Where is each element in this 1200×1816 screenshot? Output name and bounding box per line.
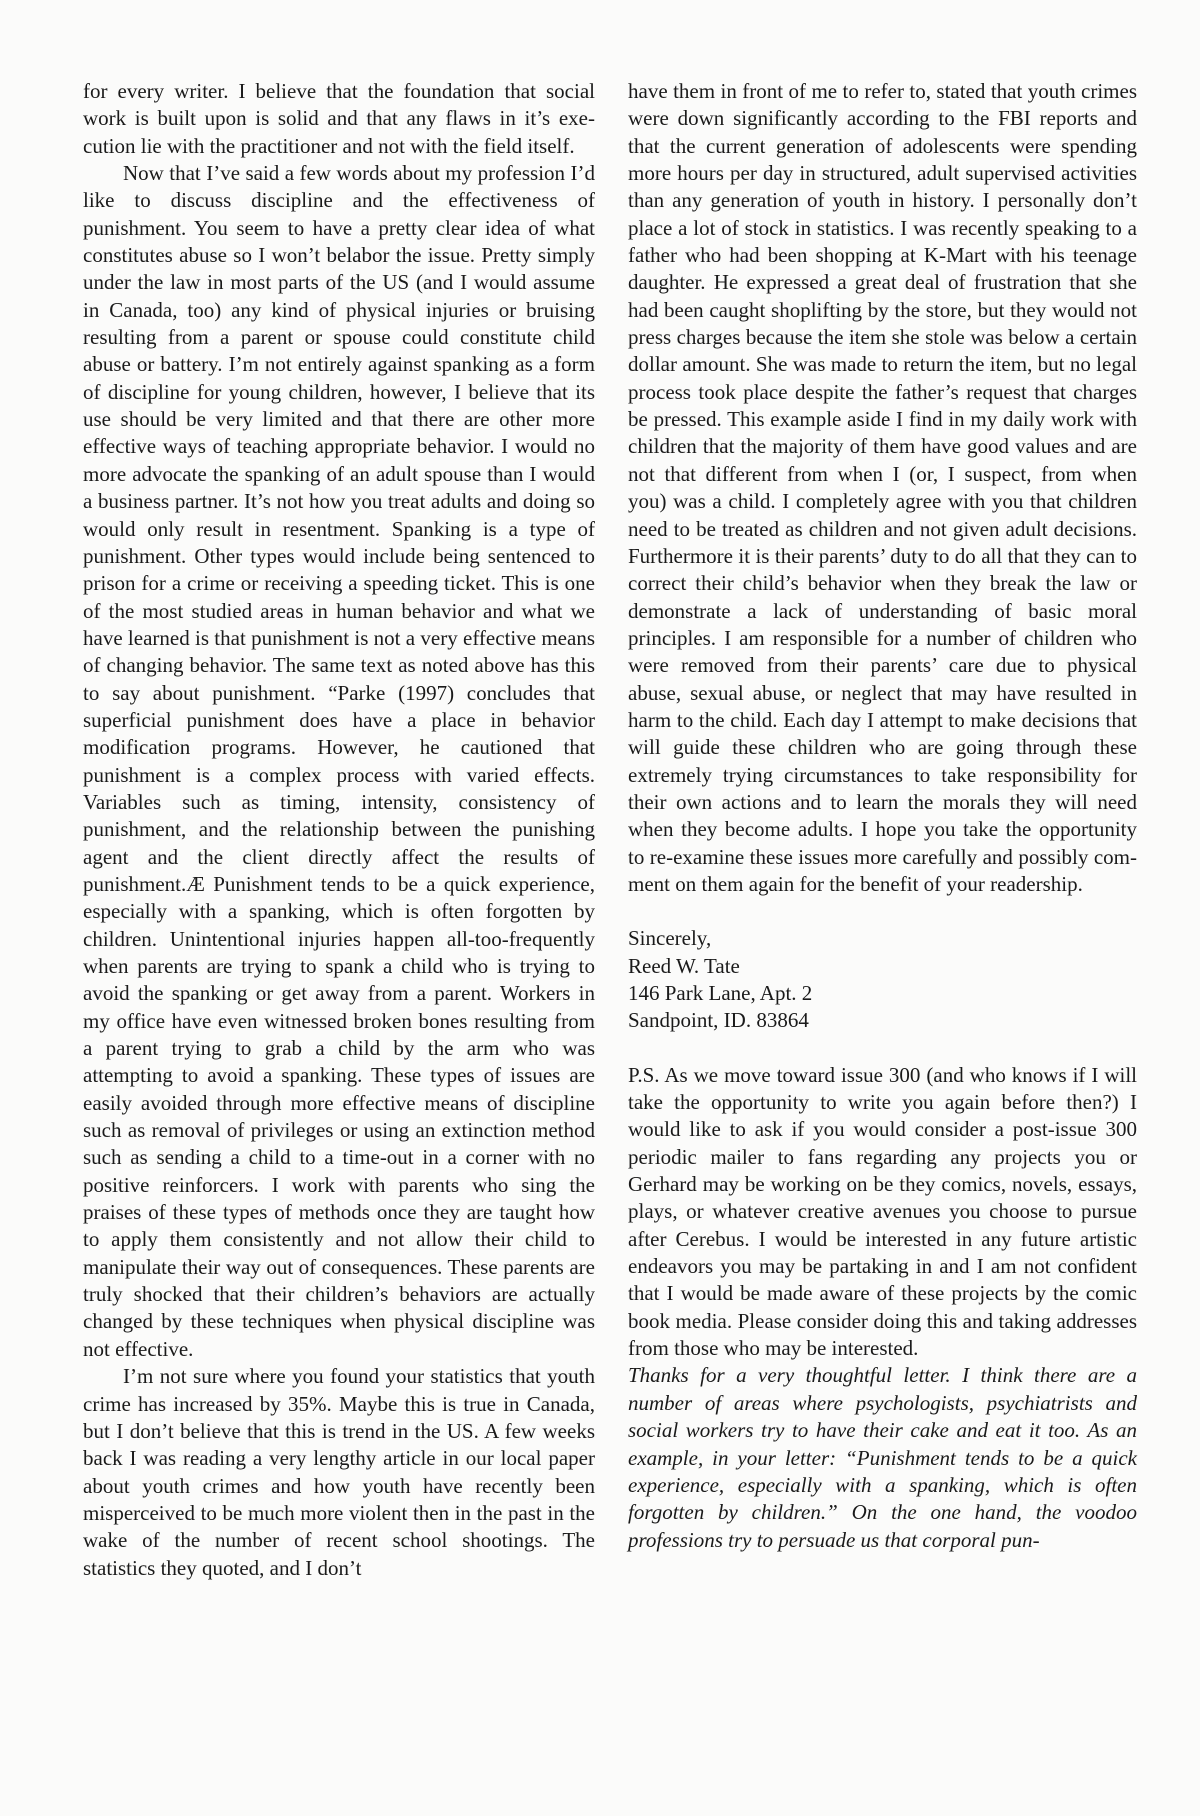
- postscript-paragraph: P.S. As we move toward issue 300 (and who knows if I will take the opportunity to write you again before then?) I would like to ask if you would consider a post-issue 300 periodic mailer to fans regarding any projects you or Gerhard may be working on be they comics, novels, essays, plays, or whatever creative avenues you choose to pursue after Cerebus. I would be interested in any future artistic endeavors you may be partaking in and I am not confident that I would be made aware of these projects by the comic book media. Please consider doing this and taking addresses from those who may be interested.: [628, 1062, 1137, 1361]
- signoff-street: 146 Park Lane, Apt. 2: [628, 981, 813, 1005]
- letter-signoff: [628, 925, 1137, 1034]
- signoff-city: Sandpoint, ID. 83864: [628, 1008, 809, 1033]
- letter-paragraph: for every writer. I believe that the foundation that social work is built upon is solid and that any flaws in it’s execution lie with the practitioner and not with the field itself.: [83, 79, 595, 158]
- letter-paragraph: have them in front of me to refer to, stated that youth crimes were down significantly according to the FBI reports and that the current generation of adolescents were spending more hours per day in structured, adult supervised activities than any generation of youth in history. I personally don’t place a lot of stock in statistics. I was recently speaking to a father who had been shopping at K-Mart with his teenage daughter. He expressed a great deal of frustration that she had been caught shoplifting by the store, but they would not press charges because the item she stole was below a certain dollar amount. She was made to return the item, but no legal process took place despite the father’s request that charges be pressed. This example aside I find in my daily work with children that the majority of them have good values and are not that different from when I (or, I suspect, from when you) was a child. I completely agree with you that children need to be treated as children and not given adult decisions. Furthermore it is their parents’ duty to do all that they can to correct their child’s behavior when they break the law or demonstrate a lack of understanding of basic moral principles. I am responsible for a number of children who were removed from their parents’ care due to physical abuse, sexual abuse, or neglect that may have resulted in harm to the child. Each day I attempt to make decisions that will guide these children who are going through these extremely trying circumstances to take responsibility for their own actions and to learn the morals they will need when they become adults. I hope you take the opportunity to re-examine these issues more carefully and possibly comment on them again for the benefit of your readership.: [628, 79, 1137, 896]
- editor-reply: Thanks for a very thoughtful letter. I think there are a number of areas where psychologists, psychiatrists and social workers try to have their cake and eat it too. As an example, in your letter: “Punishment tends to be a quick experience, especially with a spanking, which is often forgotten by children.” On the one hand, the voodoo professions try to persuade us that corporal pun-: [628, 1363, 1137, 1552]
- left-column: [83, 78, 595, 1582]
- signoff-closing: Sincerely,: [628, 926, 712, 951]
- signoff-name: Reed W. Tate: [628, 953, 740, 978]
- letter-paragraph: Now that I’ve said a few words about my profession I’d like to discuss discipline and the effectiveness of punishment. You seem to have a pretty clear idea of what constitutes abuse so I won’t belabor the issue. Pretty simply under the law in most parts of the US (and I would assume in Canada, too) any kind of physical injuries or bruising resulting from a parent or spouse could constitute child abuse or battery. I’m not entirely against spanking as a form of discipline for young children, however, I believe that its use should be very limited and that there are other more effective ways of teaching appropriate behavior. I would no more advocate the spanking of an adult spouse than I would a business partner. It’s not how you treat adults and doing so would only result in resentment. Spanking is a type of punishment. Other types would include being sentenced to prison for a crime or receiving a speeding ticket. This is one of the most studied areas in human behavior and what we have learned is that punishment is not a very effective means of changing behavior. The same text as noted above has this to say about punishment. “Parke (1997) concludes that superficial punishment does have a place in behavior modification programs. However, he cautioned that punishment is a complex process with varied effects. Variables such as timing, intensity, consistency of punishment, and the relationship between the punishing agent and the client directly affect the results of punishment.Æ Punishment tends to be a quick experience, especially with a spanking, which is often forgotten by children. Unintentional injuries happen all-too-frequently when parents are trying to spank a child who is trying to avoid the spanking or get away from a parent. Workers in my office have even witnessed broken bones resulting from a parent trying to grab a child by the arm who was attempting to avoid a spanking. These types of issues are easily avoided through more effective means of discipline such as removal of privileges or using an extinction method such as sending a child to a time-out in a corner with no positive reinforcers. I work with parents who sing the praises of these types of methods once they are taught how to apply them consistently and not allow their child to manipulate their way out of consequences. These parents are truly shocked that their children’s behaviors are actually changed by these techniques when physical discipline was not effective.: [83, 161, 595, 1361]
- right-column: [628, 78, 1137, 1554]
- letter-paragraph: I’m not sure where you found your statistics that youth crime has increased by 35%. Maybe this is true in Canada, but I don’t believe that this is trend in the US. A few weeks back I was reading a very lengthy article in our local paper about youth crimes and how youth have recently been misperceived to be much more violent then in the past in the wake of the number of recent school shootings. The statistics they quoted, and I don’t: [83, 1364, 595, 1580]
